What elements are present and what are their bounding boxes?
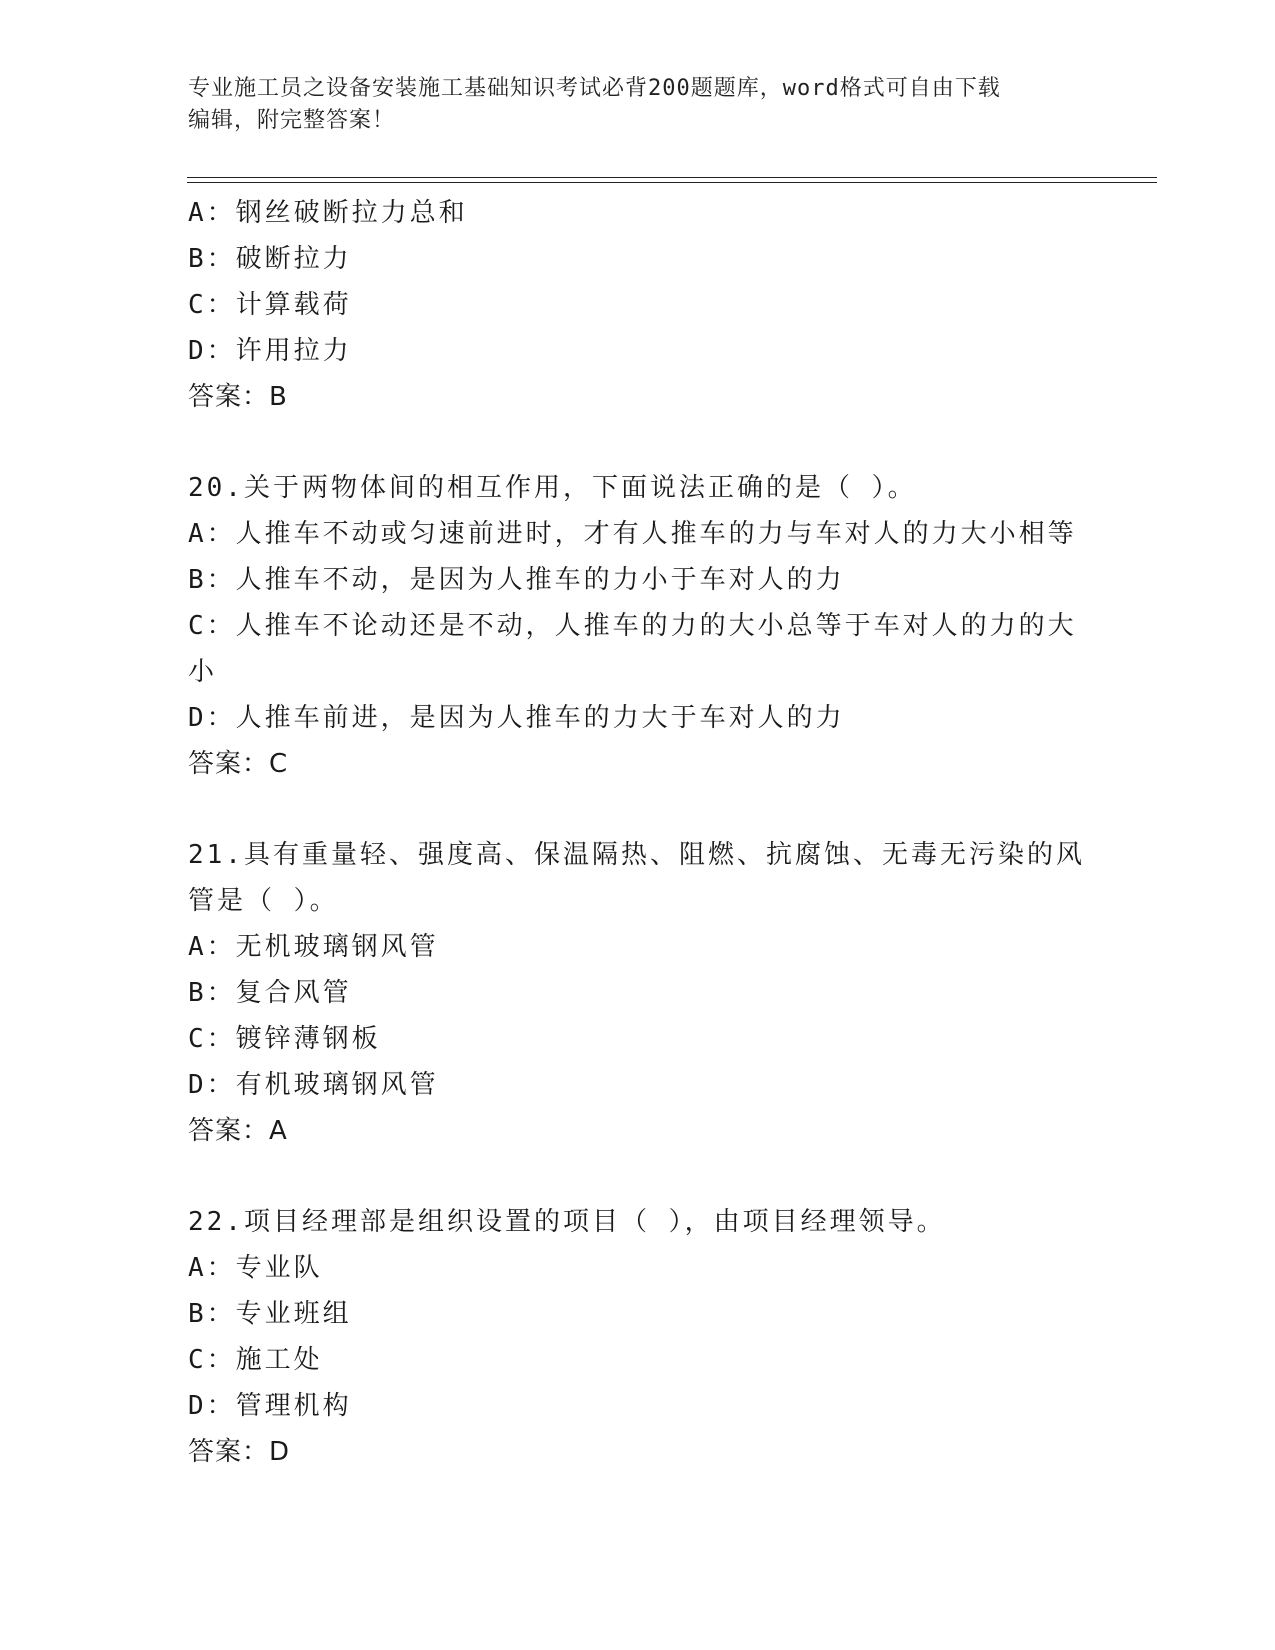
option-b: B：人推车不动，是因为人推车的力小于车对人的力 — [188, 565, 845, 595]
question-19 — [188, 190, 1088, 420]
answer: 答案：D — [188, 1437, 291, 1467]
spacer — [188, 787, 1088, 832]
header-divider-bottom — [187, 182, 1157, 183]
spacer — [188, 420, 1088, 465]
option-d: D：许用拉力 — [188, 336, 352, 366]
option-b: B：破断拉力 — [188, 244, 352, 274]
option-c: C：施工处 — [188, 1345, 323, 1375]
option-a: A：人推车不动或匀速前进时，才有人推车的力与车对人的力大小相等 — [188, 519, 1077, 549]
option-c-continued: 小 — [188, 657, 218, 687]
option-a: A：无机玻璃钢风管 — [188, 932, 439, 962]
answer: 答案：C — [188, 749, 289, 779]
option-a: A：专业队 — [188, 1253, 323, 1283]
option-b: B：专业班组 — [188, 1299, 352, 1329]
option-c: C：计算载荷 — [188, 290, 352, 320]
answer: 答案：A — [188, 1116, 288, 1146]
question-stem: 21.具有重量轻、强度高、保温隔热、阻燃、抗腐蚀、无毒无污染的风 — [188, 840, 1085, 870]
document-header — [188, 73, 1088, 137]
question-20 — [188, 465, 1088, 787]
header-line-2: 编辑，附完整答案！ — [188, 108, 396, 133]
question-list — [188, 190, 1088, 1475]
header-divider-top — [187, 177, 1157, 178]
answer: 答案：B — [188, 382, 288, 412]
question-22 — [188, 1199, 1088, 1475]
question-stem: 22.项目经理部是组织设置的项目（ ），由项目经理领导。 — [188, 1207, 946, 1237]
option-c: C：人推车不论动还是不动，人推车的力的大小总等于车对人的力的大 — [188, 611, 1077, 641]
spacer — [188, 1154, 1088, 1199]
header-line-1: 专业施工员之设备安装施工基础知识考试必背200题题库，word格式可自由下载 — [188, 76, 1001, 101]
option-d: D：管理机构 — [188, 1391, 352, 1421]
question-21 — [188, 832, 1088, 1154]
option-c: C：镀锌薄钢板 — [188, 1024, 381, 1054]
option-d: D：有机玻璃钢风管 — [188, 1070, 439, 1100]
question-stem: 20.关于两物体间的相互作用，下面说法正确的是（ ）。 — [188, 473, 917, 503]
option-b: B：复合风管 — [188, 978, 352, 1008]
option-a: A：钢丝破断拉力总和 — [188, 198, 468, 228]
option-d: D：人推车前进，是因为人推车的力大于车对人的力 — [188, 703, 845, 733]
question-stem-continued: 管是（ ）。 — [188, 886, 339, 916]
